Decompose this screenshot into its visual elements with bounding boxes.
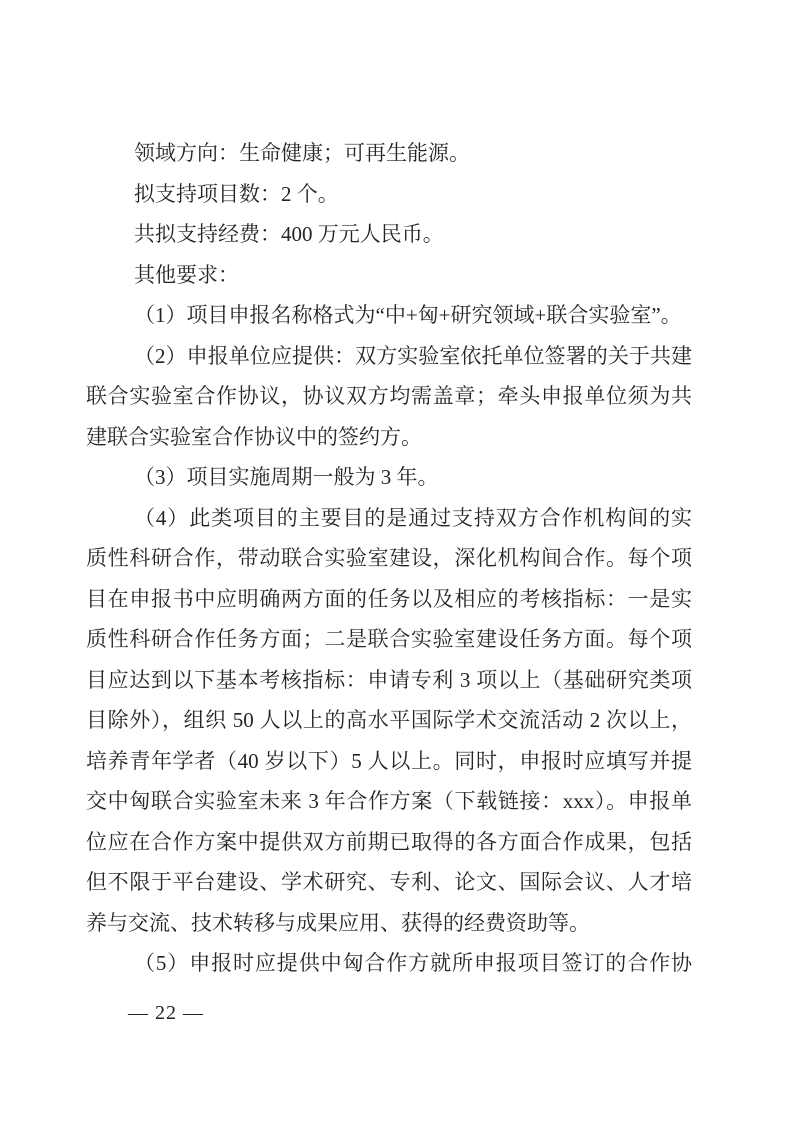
text-line: 联合实验室合作协议，协议双方均需盖章；牵头申报单位须为共 [86, 384, 692, 408]
text-line: 交中匈联合实验室未来 3 年合作方案（下载链接：xxx）。申报单 [86, 789, 692, 813]
text-line: 领域方向：生命健康；可再生能源。 [134, 141, 470, 165]
text-line: 养与交流、技术转移与成果应用、获得的经费资助等。 [86, 910, 590, 935]
text-line: 目除外），组织 50 人以上的高水平国际学术交流活动 2 次以上， [86, 708, 692, 732]
text-line: 质性科研合作任务方面；二是联合实验室建设任务方面。每个项 [86, 627, 692, 651]
text-line: 其他要求： [134, 262, 239, 287]
text-line: 培养青年学者（40 岁以下）5 人以上。同时，申报时应填写并提 [86, 748, 692, 773]
text-line: （5）申报时应提供中匈合作方就所申报项目签订的合作协 [134, 951, 692, 975]
text-line: （2）申报单位应提供：双方实验室依托单位签署的关于共建 [134, 343, 692, 368]
text-line: （3）项目实施周期一般为 3 年。 [134, 465, 439, 489]
page-number: — 22 — [128, 1002, 204, 1024]
text-line: （1）项目申报名称格式为“中+匈+研究领域+联合实验室”。 [134, 303, 682, 327]
text-line: 拟支持项目数：2 个。 [134, 181, 339, 206]
text-line: 但不限于平台建设、学术研究、专利、论文、国际会议、人才培 [86, 870, 692, 894]
text-line: 目应达到以下基本考核指标：申请专利 3 项以上（基础研究类项 [86, 667, 692, 692]
text-line: 位应在合作方案中提供双方前期已取得的各方面合作成果，包括 [86, 829, 692, 854]
body-text [86, 133, 692, 984]
text-line: 目在申报书中应明确两方面的任务以及相应的考核指标：一是实 [86, 586, 692, 611]
text-line: 共拟支持经费：400 万元人民币。 [134, 222, 444, 246]
text-line: 质性科研合作，带动联合实验室建设，深化机构间合作。每个项 [86, 546, 692, 570]
text-line: （4）此类项目的主要目的是通过支持双方合作机构间的实 [134, 505, 692, 530]
text-line: 建联合实验室合作协议中的签约方。 [86, 424, 422, 449]
